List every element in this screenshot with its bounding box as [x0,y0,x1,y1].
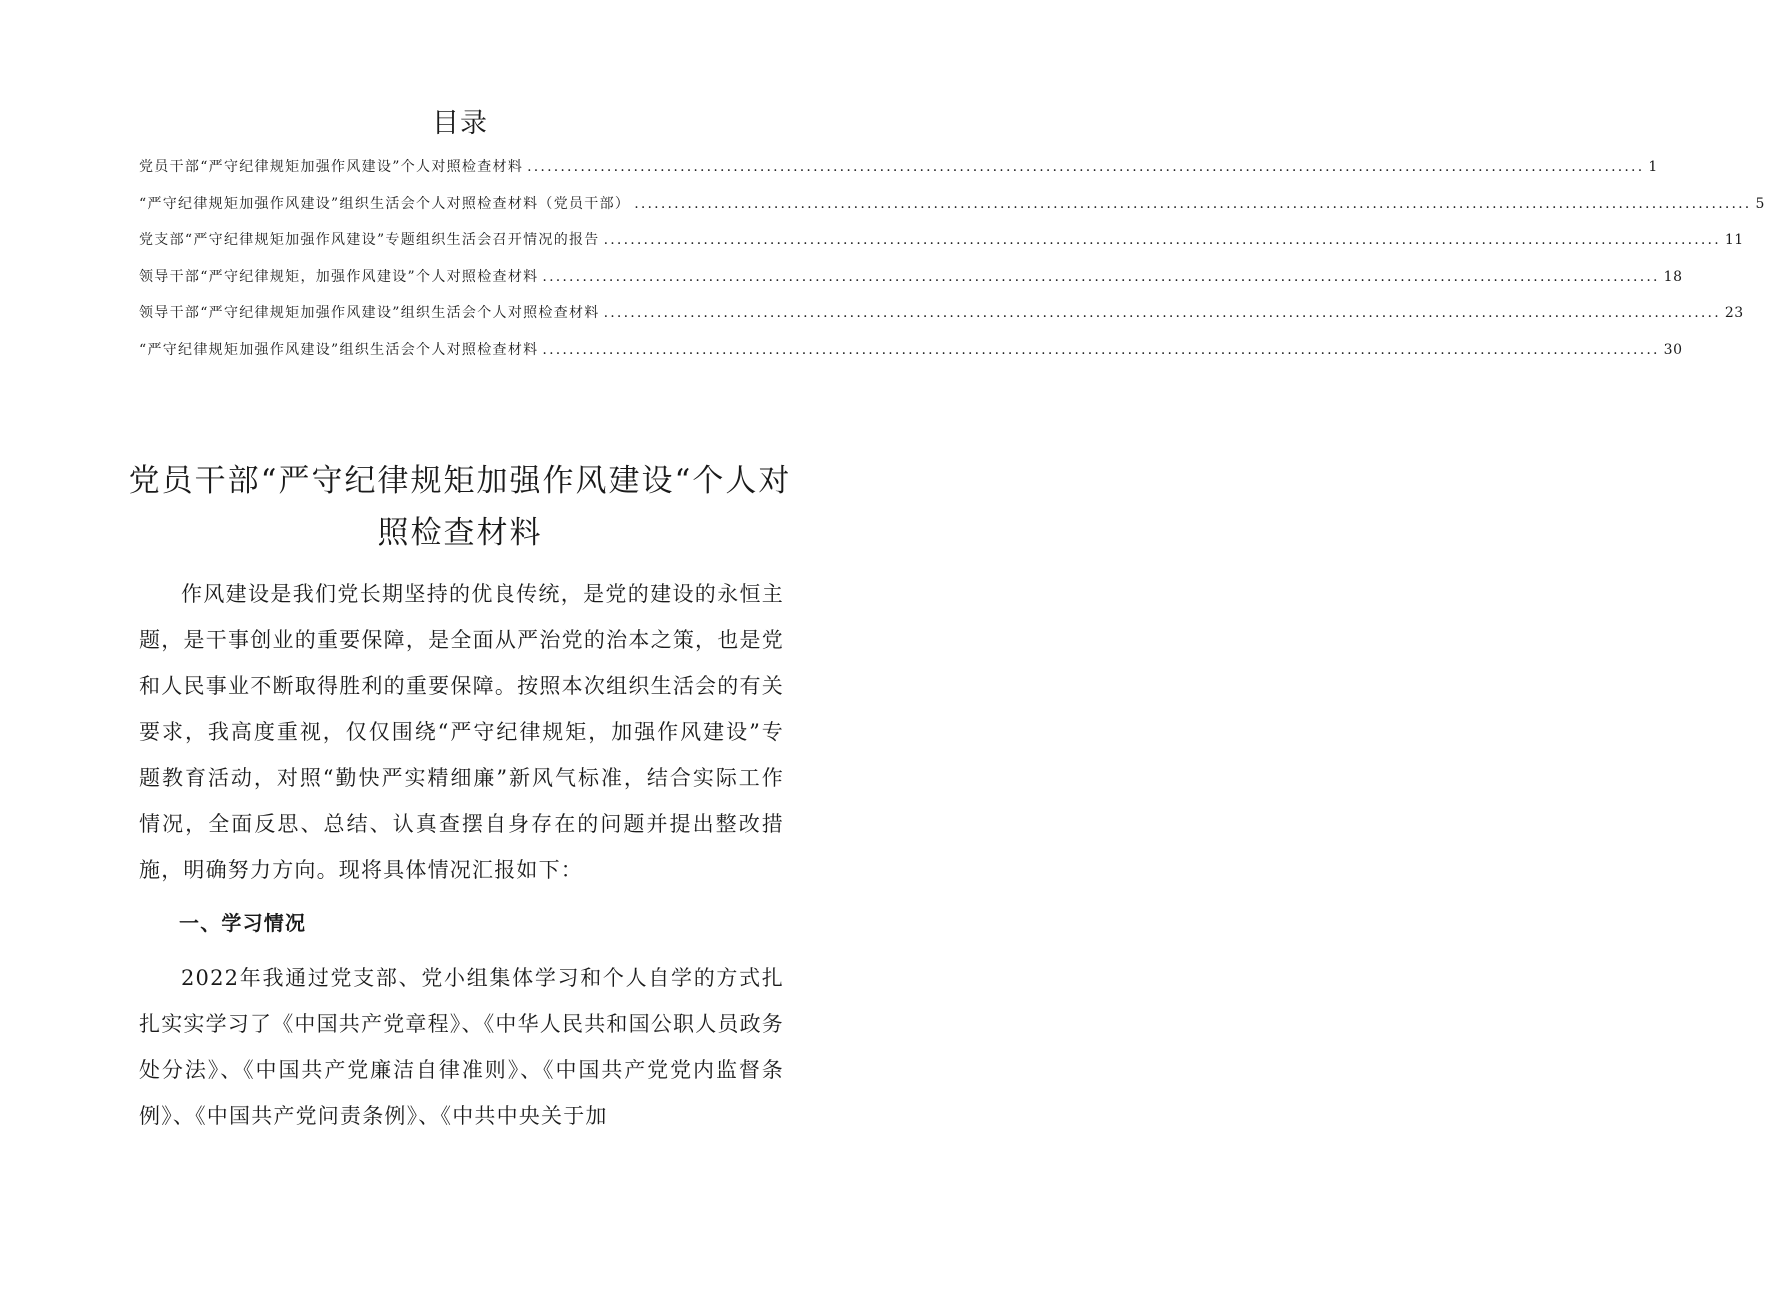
toc-entry-text: “严守纪律规矩加强作风建设”组织生活会个人对照检查材料 [139,341,539,358]
toc-entry-text: 领导干部“严守纪律规矩，加强作风建设”个人对照检查材料 [139,268,539,285]
toc-entry-page: 18 [1663,268,1683,285]
toc-entry[interactable] [139,259,1683,296]
intro-paragraph: 作风建设是我们党长期坚持的优良传统，是党的建设的永恒主题，是干事创业的重要保障，是全面从严治党的治本之策，也是党和人民事业不断取得胜利的重要保障。按照本次组织生活会的有关要求，我高度重视，仅仅围绕“严守纪律规矩，加强作风建设”专题教育活动，对照“勤快严实精细廉”新风气标准，结合实际工作情况，全面反思、总结、认真查摆自身存在的问题并提出整改措施，明确努力方向。现将具体情况汇报如下： [139,582,784,882]
document-body [139,571,784,1139]
toc-entry-text: 党支部“严守纪律规矩加强作风建设”专题组织生活会召开情况的报告 [139,232,600,248]
toc-entry[interactable] [139,222,1744,259]
section-paragraph: 2022年我通过党支部、党小组集体学习和个人自学的方式扎扎实实学习了《中国共产党章程》、《中华人民共和国公职人员政务处分法》、《中国共产党廉洁自律准则》、《中国共产党党内监督条例》、《中国共产党问责条例》、《中共中央关于加 [139,966,784,1128]
toc-leader-dots [600,295,1725,332]
toc-leader-dots [538,259,1663,296]
toc-entry-text: 领导干部“严守纪律规矩加强作风建设”组织生活会个人对照检查材料 [139,305,600,321]
toc-entry-page: 23 [1724,305,1744,321]
toc-entry-text: 党员干部“严守纪律规矩加强作风建设”个人对照检查材料 [139,159,524,175]
toc-entry-page: 30 [1663,341,1683,358]
toc-leader-dots [523,149,1648,186]
table-of-contents [139,149,1765,368]
toc-leader-dots [600,222,1725,259]
toc-entry[interactable] [139,332,1683,369]
section-heading: 一、学习情况 [179,911,307,935]
toc-entry-page: 5 [1755,195,1765,212]
toc-leader-dots [538,332,1663,369]
toc-entry[interactable] [139,149,1658,186]
toc-title: 目录 [432,108,488,139]
toc-entry[interactable] [139,186,1765,223]
toc-entry-text: “严守纪律规矩加强作风建设”组织生活会个人对照检查材料（党员干部） [139,195,631,212]
toc-entry-page: 1 [1648,159,1658,175]
toc-entry[interactable] [139,295,1744,332]
toc-leader-dots [630,186,1755,223]
toc-entry-page: 11 [1724,232,1744,248]
document-title: 党员干部“严守纪律规矩加强作风建设“个人对照检查材料 [128,463,792,551]
